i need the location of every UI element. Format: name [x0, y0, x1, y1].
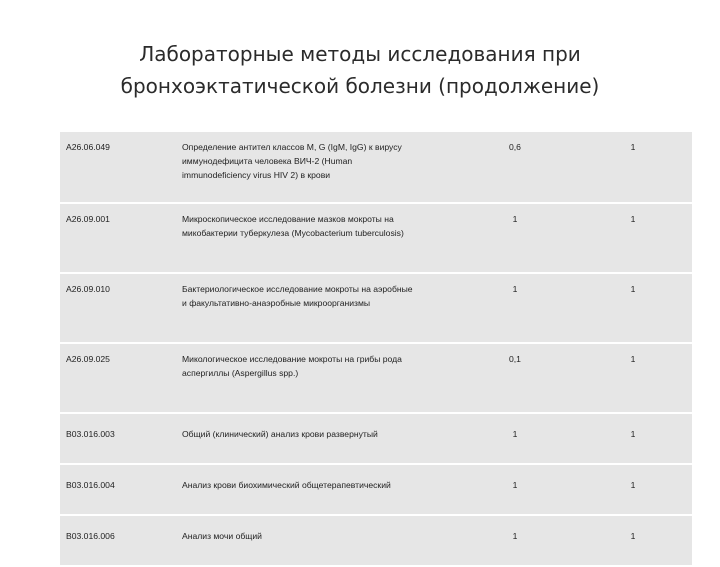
service-name [176, 274, 456, 342]
frequency-value: 1 [456, 204, 574, 272]
table-row [60, 414, 692, 463]
service-name [176, 516, 456, 565]
frequency-value: 1 [456, 465, 574, 514]
service-code: A26.09.025 [60, 344, 176, 412]
service-name-line: Анализ мочи общий [182, 531, 262, 541]
service-name [176, 132, 456, 202]
service-code: A26.06.049 [60, 132, 176, 202]
service-name-line: Бактериологическое исследование мокроты на аэробные [182, 284, 413, 294]
multiplicity-value: 1 [574, 204, 692, 272]
service-name-line: иммунодефицита человека ВИЧ-2 (Human [182, 156, 353, 166]
multiplicity-value: 1 [574, 516, 692, 565]
frequency-value: 0,6 [456, 132, 574, 202]
frequency-value: 1 [456, 274, 574, 342]
service-code: B03.016.003 [60, 414, 176, 463]
table-row [60, 132, 692, 202]
frequency-value: 0,1 [456, 344, 574, 412]
service-name-line: Микологическое исследование мокроты на грибы рода [182, 354, 402, 364]
table-row [60, 344, 692, 412]
table-row [60, 274, 692, 342]
multiplicity-value: 1 [574, 274, 692, 342]
multiplicity-value: 1 [574, 132, 692, 202]
multiplicity-value: 1 [574, 414, 692, 463]
service-code: B03.016.004 [60, 465, 176, 514]
service-name-line: микобактерии туберкулеза (Mycobacterium tuberculosis) [182, 228, 404, 238]
table-row [60, 204, 692, 272]
table-row [60, 516, 692, 565]
page-title-line-2: бронхоэктатической болезни (продолжение) [120, 74, 600, 98]
service-name-line: Определение антител классов M, G (IgM, IgG) к вирусу [182, 142, 402, 152]
service-code: A26.09.010 [60, 274, 176, 342]
service-name [176, 204, 456, 272]
page-title-line-1: Лабораторные методы исследования при [139, 42, 581, 66]
frequency-value: 1 [456, 414, 574, 463]
service-name-line: аспергиллы (Aspergillus spp.) [182, 368, 299, 378]
service-name [176, 414, 456, 463]
service-code: A26.09.001 [60, 204, 176, 272]
service-name-line: и факультативно-анаэробные микроорганизмы [182, 298, 371, 308]
service-code: B03.016.006 [60, 516, 176, 565]
frequency-value: 1 [456, 516, 574, 565]
lab-methods-table [60, 130, 692, 567]
service-name-line: immunodeficiency virus HIV 2) в крови [182, 170, 331, 180]
page-title [0, 38, 720, 102]
service-name-line: Анализ крови биохимический общетерапевтический [182, 480, 391, 490]
service-name [176, 465, 456, 514]
service-name [176, 344, 456, 412]
table-row [60, 465, 692, 514]
multiplicity-value: 1 [574, 344, 692, 412]
multiplicity-value: 1 [574, 465, 692, 514]
service-name-line: Микроскопическое исследование мазков мокроты на [182, 214, 394, 224]
service-name-line: Общий (клинический) анализ крови развернутый [182, 429, 378, 439]
